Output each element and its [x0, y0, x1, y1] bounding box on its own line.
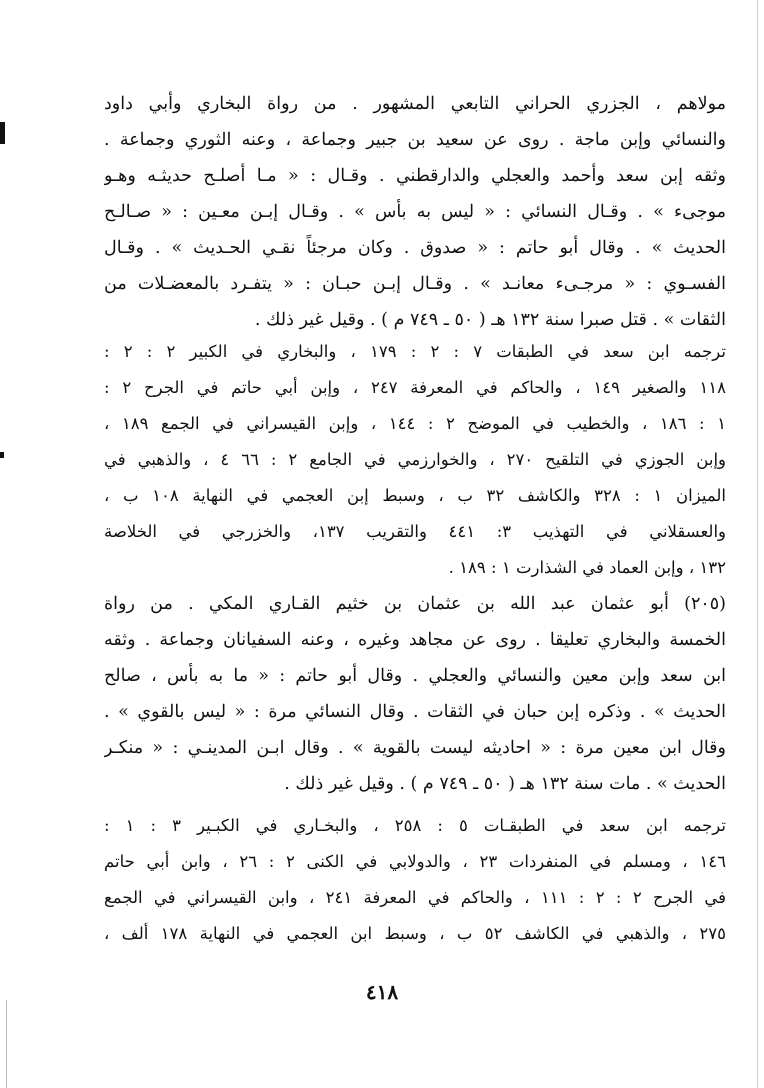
text-line: موجىء » . وقـال النسائي : « ليس به بأس » . وقـال إبـن معـين : « صـالـح: [104, 202, 726, 222]
reference-line: وإبن الجوزي في التلقيح ٢٧٠ ، والخوارزمي في الجامع ٢ : ٦٦ ٤ ، والذهبي في: [104, 450, 726, 469]
biography-paragraph-1: [104, 86, 726, 338]
reference-line: الميزان ١ : ٣٢٨ والكاشف ٣٢ ب ، وسبط إبن العجمي في النهاية ١٠٨ ب ،: [104, 486, 726, 505]
reference-line: ٢٧٥ ، والذهبي في الكاشف ٥٢ ب ، وسبط ابن العجمي في النهاية ١٧٨ ألف ،: [104, 924, 726, 943]
scan-edge-mark: [0, 452, 4, 458]
scan-edge-mark: [0, 122, 5, 144]
page-number: ٤١٨: [365, 980, 399, 1004]
text-line: الخمسة والبخاري تعليقا . روى عن مجاهد وغيره ، وعنه السفيانان وجماعة . وثقه: [104, 630, 726, 650]
text-line: الحديث » . وذكره إبن حبان في الثقات . وقال النسائي مرة : « ليس بالقوي » .: [104, 702, 726, 722]
text-line: وثقه إبن سعد وأحمد والعجلي والدارقطني . وقـال : « مـا أصلـح حديثـه وهـو: [104, 166, 726, 186]
text-line: (٢٠٥) أبو عثمان عبد الله بن عثمان بن خثيم القـاري المكي . من رواة: [104, 594, 726, 614]
reference-line: ترجمه ابن سعد في الطبقات ٧ : ٢ : ١٧٩ ، والبخاري في الكبير ٢ : ٢ :: [104, 342, 726, 361]
text-line: ابن سعد وإبن معين والنسائي والعجلي . وقال أبو حاتم : « ما به بأس ، صالح: [104, 666, 726, 686]
reference-line: ١٤٦ ، ومسلم في المنفردات ٢٣ ، والدولابي في الكنى ٢ : ٢٦ ، وابن أبي حاتم: [104, 852, 726, 871]
reference-line: في الجرح ٢ : ٢ : ١١١ ، والحاكم في المعرفة ٢٤١ ، وابن القيسراني في الجمع: [104, 888, 726, 907]
biography-paragraph-2: [104, 586, 726, 802]
text-line: مولاهم ، الجزري الحراني التابعي المشهور . من رواة البخاري وأبي داود: [104, 94, 726, 114]
text-line: الفسـوي : « مرجـىء معانـد » . وقـال إبـن حبـان : « يتفـرد بالمعضـلات من: [104, 274, 726, 294]
text-line: الثقات » . قتل صبرا سنة ١٣٢ هـ ( ٥٠ ـ ٧٤٩ م ) . وقيل غير ذلك .: [254, 310, 726, 330]
reference-line: ترجمه ابن سعد في الطبقـات ٥ : ٢٥٨ ، والبخـاري في الكبـير ٣ : ١ :: [104, 816, 726, 835]
text-line: والنسائي وإبن ماجة . روى عن سعيد بن جبير وجماعة ، وعنه الثوري وجماعة .: [104, 130, 726, 150]
reference-line: والعسقلاني في التهذيب ٣: ٤٤١ والتقريب ١٣٧، والخزرجي في الخلاصة: [104, 522, 726, 541]
scan-edge-line: [6, 1000, 7, 1088]
text-line: الحديث » . مات سنة ١٣٢ هـ ( ٥٠ ـ ٧٤٩ م ) . وقيل غير ذلك .: [284, 774, 726, 794]
references-paragraph-2: [104, 808, 726, 952]
text-line: وقال ابن معين مرة : « احاديثه ليست بالقوية » . وقال ابـن المدينـي : « منكـر: [104, 738, 726, 758]
reference-line: ١٣٢ ، وإبن العماد في الشذارت ١ : ١٨٩ .: [448, 558, 726, 577]
scan-edge-line: [757, 0, 758, 1088]
reference-line: ١١٨ والصغير ١٤٩ ، والحاكم في المعرفة ٢٤٧ ، وإبن أبي حاتم في الجرح ٢ :: [104, 378, 726, 397]
reference-line: ١ : ١٨٦ ، والخطيب في الموضح ٢ : ١٤٤ ، وإبن القيسراني في الجمع ١٨٩ ،: [104, 414, 726, 433]
text-line: الحديث » . وقال أبو حاتم : « صدوق . وكان مرجئاً نقـي الحـديث » . وقـال: [104, 238, 726, 258]
references-paragraph-1: [104, 334, 726, 586]
